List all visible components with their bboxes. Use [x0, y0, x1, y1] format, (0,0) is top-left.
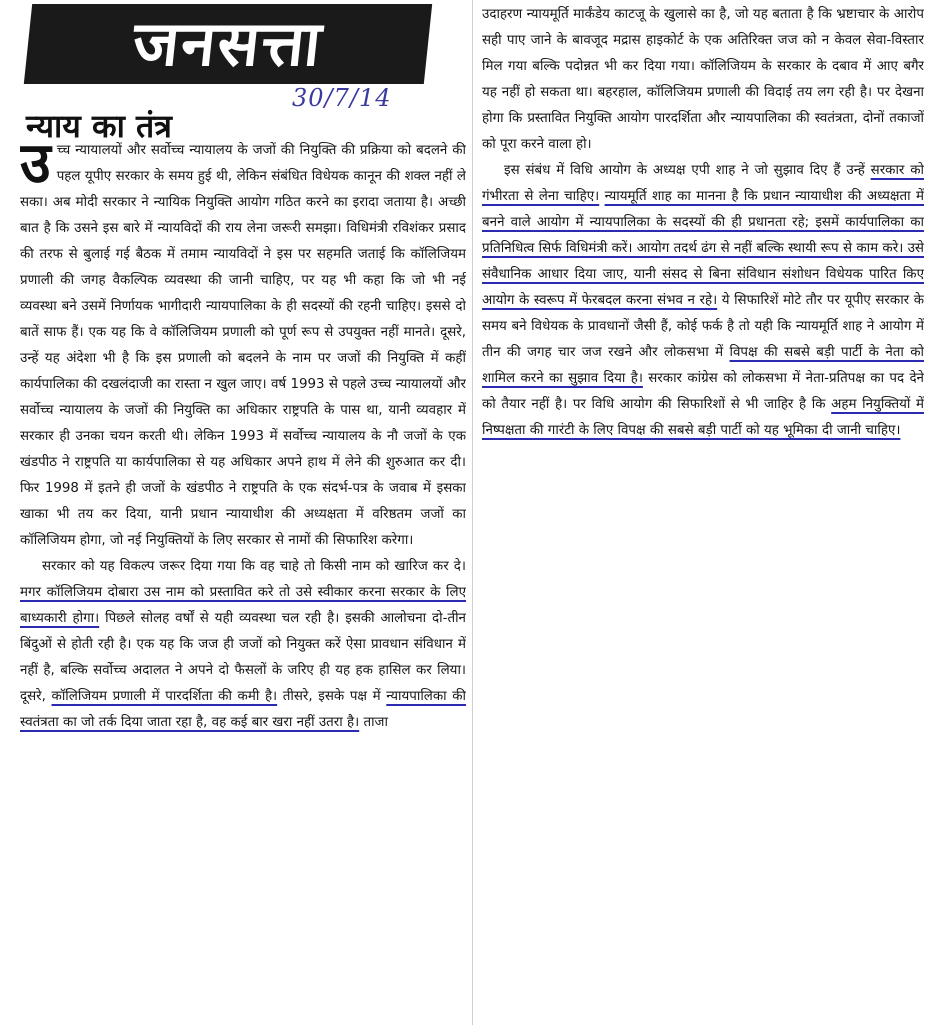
underlined-passage-1: मगर कॉलिजियम दोबारा उस नाम को प्रस्तावित करे तो उसे स्वीकार करना सरकार के लिए बाध्यकारी होगा।	[20, 585, 466, 626]
paragraph-1	[20, 138, 466, 554]
article-headline: न्याय का तंत्र	[26, 107, 172, 145]
paragraph-1-text: च्च न्यायालयों और सर्वोच्च न्यायालय के जजों की नियुक्ति की प्रक्रिया को बदलने की पहल यूपीए सरकार के समय हुई थी, लेकिन संबंधित विधेयक कानून की शक्ल नहीं ले सका। अब मोदी सरकार ने न्यायिक नियुक्ति आयोग गठित करने का इरादा जताया है। अच्छी बात है कि उसने इस बारे में न्यायविदों की राय लेना जरूरी समझा। विधिमंत्री रविशंकर प्रसाद की तरफ से बुलाई गई बैठक में तमाम न्यायविदों ने इस पर सहमति जताई कि कॉलिजियम प्रणाली की जगह वैकल्पिक व्यवस्था की जानी चाहिए, पर यह भी कहा कि जो भी नई व्यवस्था बने उसमें निर्णायक भागीदारी न्यायपालिका के ही सदस्यों की रहनी चाहिए। इससे दो बातें साफ हैं। एक यह कि वे कॉलिजियम प्रणाली को पूर्ण रूप से उपयुक्त नहीं मानते। दूसरे, उन्हें यह अंदेशा भी है कि इस प्रणाली को बदलने के नाम पर जजों की नियुक्ति में कहीं कार्यपालिका की दखलंदाजी का रास्ता न खुल जाए। वर्ष 1993 से पहले उच्च न्यायालयों और सर्वोच्च न्यायालय के जजों की नियुक्ति का अधिकार राष्ट्रपति के पास था, यानी व्यवहार में सरकार ही उनका चयन करती थी। लेकिन 1993 में सर्वोच्च न्यायालय के नौ जजों के एक खंडपीठ ने राष्ट्रपति या कार्यपालिका से यह अधिकार अपने हाथ में लेने की शुरुआत कर दी। फिर 1998 में इतने ही जजों के खंडपीठ ने राष्ट्रपति के एक संदर्भ-पत्र के जवाब में इसका खाका भी तय कर दिया, यानी प्रधान न्यायाधीश की अध्यक्षता में वरिष्ठतम जजों का कॉलिजियम होगा, जो नई नियुक्तियों के लिए सरकार से नामों की सिफारिश करेगा।	[20, 143, 466, 548]
article-column-left	[20, 138, 466, 1022]
underlined-passage-2: कॉलिजियम प्रणाली में पारदर्शिता की कमी है।	[51, 689, 278, 704]
paragraph-2-text-d: ताजा	[359, 715, 388, 730]
underlined-passage-4: सरकार को गंभीरता से लेना चाहिए।	[482, 163, 924, 204]
newspaper-masthead: जनसत्ता	[24, 4, 432, 84]
paragraph-2-text-c: तीसरे, इसके पक्ष में	[277, 689, 387, 704]
drop-cap: उ	[20, 138, 51, 196]
underlined-passage-3: न्यायपालिका की स्वतंत्रता का जो तर्क दिया जाता रहा है, वह कई बार खरा नहीं उतरा है।	[20, 689, 466, 730]
paragraph-2	[20, 554, 466, 736]
paragraph-4-text-c: ये सिफारिशें मोटे तौर पर यूपीए सरकार के समय बने विधेयक के प्रावधानों जैसी हैं, कोई फर्क है तो यही कि न्यायमूर्ति शाह ने आयोग में तीन की जगह चार जज रखने और लोकसभा में	[482, 293, 924, 360]
article-column-right	[482, 2, 924, 622]
column-divider	[472, 0, 473, 1025]
handwritten-date: 30/7/14	[292, 84, 392, 112]
underlined-passage-7: अहम नियुक्तियों में निष्पक्षता की गारंटी के लिए विपक्ष की सबसे बड़ी पार्टी को यह भूमिका दी जानी चाहिए।	[482, 397, 924, 438]
underlined-passage-5: न्यायमूर्ति शाह का मानना है कि प्रधान न्यायाधीश की अध्यक्षता में बनने वाले आयोग में न्यायपालिका के सदस्यों की ही प्रधानता रहे; इसमें कार्यपालिका का प्रतिनिधित्व सिर्फ विधिमंत्री करें। आयोग तदर्थ ढंग से नहीं बल्कि स्थायी रूप से काम करे। उसे संवैधानिक आधार दिया जाए, यानी संसद से बिना संविधान संशोधन विधेयक पारित किए आयोग के स्वरूप में फेरबदल करना संभव न रहे।	[482, 189, 924, 308]
underlined-passage-6: विपक्ष की सबसे बड़ी पार्टी के नेता को शामिल करने का सुझाव दिया है।	[482, 345, 924, 386]
paragraph-4-text-d: सरकार कांग्रेस को लोकसभा में नेता-प्रतिपक्ष का पद देने को तैयार नहीं है। पर विधि आयोग की सिफारिशों से भी जाहिर है कि	[482, 371, 924, 412]
paragraph-4	[482, 158, 924, 444]
paragraph-3: उदाहरण न्यायमूर्ति मार्कंडेय काटजू के खुलासे का है, जो यह बताता है कि भ्रष्टाचार के आरोप सही पाए जाने के बावजूद मद्रास हाइकोर्ट के एक अतिरिक्त जज को न केवल सेवा-विस्तार मिल गया बल्कि पदोन्नत भी कर दिया गया। कॉलिजियम के सरकार के दबाव में आए बगैर यह नहीं हो सकता था। बहरहाल, कॉलिजियम प्रणाली की विदाई तय लग रही है। पर देखना होगा कि प्रस्तावित नियुक्ति आयोग पारदर्शिता और न्यायपालिका की स्वतंत्रता, दोनों तकाजों को पूरा करने वाला हो।	[482, 7, 924, 152]
paragraph-4-text-a: इस संबंध में विधि आयोग के अध्यक्ष एपी शाह ने जो सुझाव दिए हैं उन्हें	[504, 163, 871, 178]
paragraph-2-text-a: सरकार को यह विकल्प जरूर दिया गया कि वह चाहे तो किसी नाम को खारिज कर दे।	[42, 559, 466, 574]
paragraph-2-text-b: पिछले सोलह वर्षों से यही व्यवस्था चल रही है। इसकी आलोचना दो-तीन बिंदुओं से होती रही है। एक यह कि जज ही जजों को नियुक्त करें ऐसा प्रावधान संविधान में नहीं है, बल्कि सर्वोच्च अदालत ने अपने दो फैसलों के जरिए ही यह हक हासिल कर लिया। दूसरे,	[20, 611, 466, 704]
